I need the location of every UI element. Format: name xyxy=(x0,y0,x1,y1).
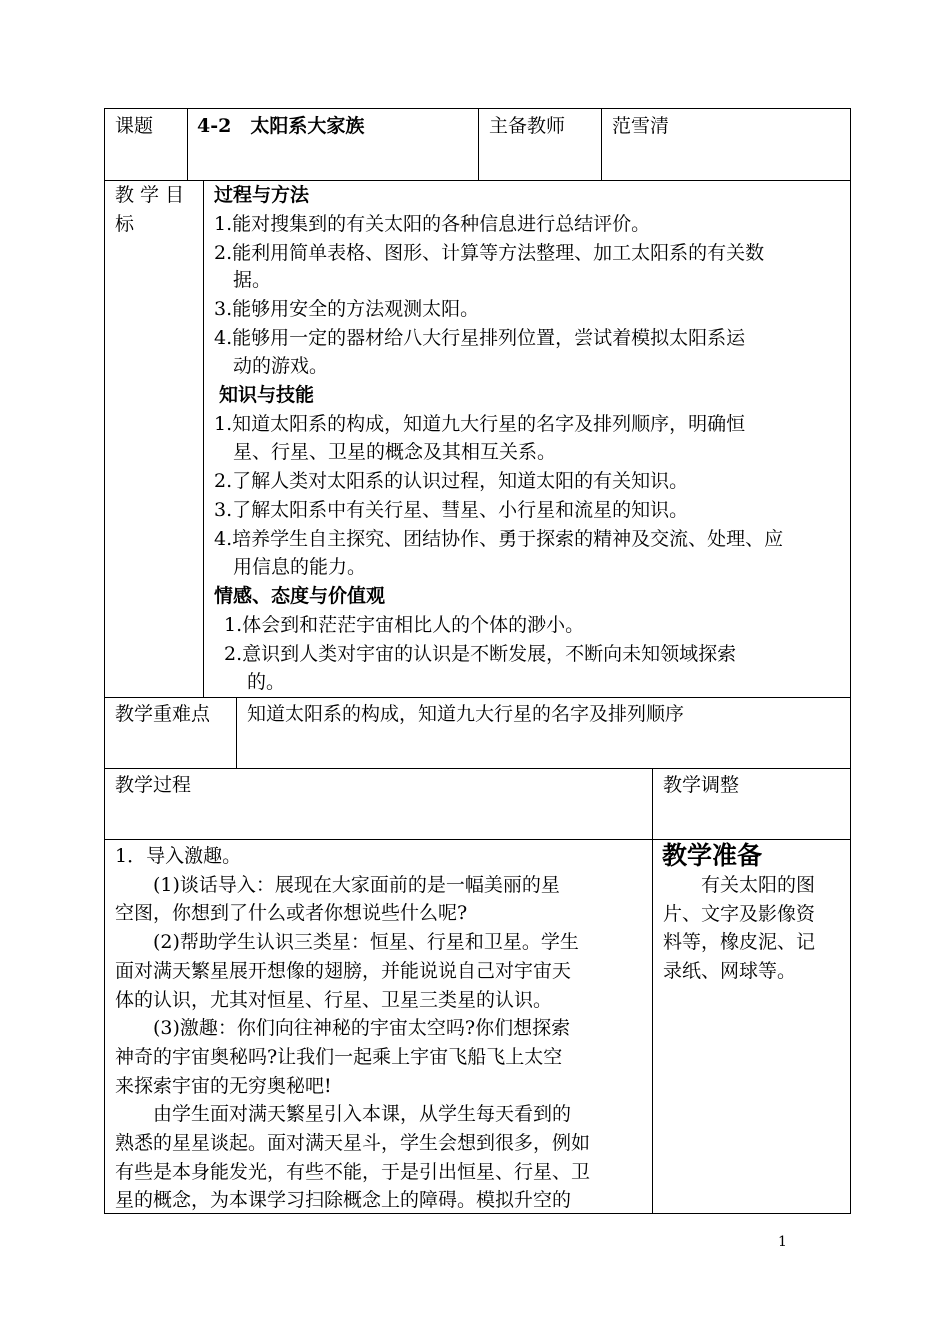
prep-line: 录纸、网球等。 xyxy=(663,960,797,982)
teacher-label: 主备教师 xyxy=(489,115,566,137)
column-divider xyxy=(652,768,653,840)
goal-item-continued: 的。 xyxy=(247,671,286,693)
subject-value: 4-2 太阳系大家族 xyxy=(197,115,365,137)
prep-title: 教学准备 xyxy=(662,841,763,870)
goal-item: 2.意识到人类对宇宙的认识是不断发展，不断向未知领域探索 xyxy=(224,643,737,665)
process-line: 面对满天繁星展开想像的翅膀，并能说说自己对宇宙天 xyxy=(115,960,572,982)
page-number: 1 xyxy=(778,1234,787,1250)
process-line: 熟悉的星星谈起。面对满天星斗，学生会想到很多，例如 xyxy=(115,1132,591,1154)
key-points-label: 教学重难点 xyxy=(115,703,211,725)
column-divider xyxy=(601,108,602,181)
goal-item: 2.能利用简单表格、图形、计算等方法整理、加工太阳系的有关数 xyxy=(214,242,765,264)
process-line: 星的概念，为本课学习扫除概念上的障碍。模拟升空的 xyxy=(115,1189,572,1211)
knowledge-skill-title: 知识与技能 xyxy=(219,384,315,406)
column-divider xyxy=(203,180,204,698)
goal-item: 4.培养学生自主探究、团结协作、勇于探索的精神及交流、处理、应 xyxy=(214,528,784,550)
teacher-value: 范雪清 xyxy=(612,115,670,137)
goals-label-line1: 教 学 目 xyxy=(115,184,185,206)
goal-item-continued: 用信息的能力。 xyxy=(233,556,367,578)
process-line: 空图，你想到了什么或者你想说些什么呢? xyxy=(115,902,468,924)
prep-line: 有关太阳的图 xyxy=(663,874,816,896)
goal-item-continued: 动的游戏。 xyxy=(233,355,329,377)
process-line: 有些是本身能发光，有些不能，于是引出恒星、行星、卫 xyxy=(115,1161,591,1183)
goal-item: 3.能够用安全的方法观测太阳。 xyxy=(214,298,480,320)
table-border-left xyxy=(104,108,105,1214)
process-line: 体的认识，尤其对恒星、行星、卫星三类星的认识。 xyxy=(115,989,553,1011)
prep-line: 片、文字及影像资 xyxy=(663,903,816,925)
goal-item: 1.体会到和茫茫宇宙相比人的个体的渺小。 xyxy=(224,614,585,636)
process-line: 由学生面对满天繁星引入本课，从学生每天看到的 xyxy=(115,1103,572,1125)
column-divider xyxy=(236,697,237,769)
process-line: (1)谈话导入：展现在大家面前的是一幅美丽的星 xyxy=(115,874,560,896)
goal-item-continued: 据。 xyxy=(233,269,272,291)
goal-item: 1.知道太阳系的构成，知道九大行星的名字及排列顺序，明确恒 xyxy=(214,413,746,435)
goal-item: 1.能对搜集到的有关太阳的各种信息进行总结评价。 xyxy=(214,213,651,235)
column-divider xyxy=(478,108,479,181)
key-points-value: 知道太阳系的构成，知道九大行星的名字及排列顺序 xyxy=(247,703,685,725)
process-line: 神奇的宇宙奥秘吗?让我们一起乘上宇宙飞船飞上太空 xyxy=(115,1046,563,1068)
process-method-title: 过程与方法 xyxy=(214,184,310,206)
prep-line: 料等，橡皮泥、记 xyxy=(663,931,816,953)
goal-item: 4.能够用一定的器材给八大行星排列位置，尝试着模拟太阳系运 xyxy=(214,327,746,349)
process-line: (2)帮助学生认识三类星：恒星、行星和卫星。学生 xyxy=(115,931,579,953)
table-row-divider xyxy=(104,697,851,698)
goals-label-line2: 标 xyxy=(115,213,135,235)
adjust-label: 教学调整 xyxy=(663,774,740,796)
subject-label: 课题 xyxy=(115,115,154,137)
table-border-right xyxy=(850,108,851,1214)
emotion-values-title: 情感、态度与价值观 xyxy=(214,585,386,607)
column-divider xyxy=(187,108,188,181)
goal-item: 3.了解太阳系中有关行星、彗星、小行星和流星的知识。 xyxy=(214,499,689,521)
goal-item-continued: 星、行星、卫星的概念及其相互关系。 xyxy=(233,441,557,463)
goal-item: 2.了解人类对太阳系的认识过程，知道太阳的有关知识。 xyxy=(214,470,689,492)
table-row-divider xyxy=(104,768,851,769)
process-line: 来探索宇宙的无穷奥秘吧! xyxy=(115,1075,332,1097)
process-line: 1．导入激趣。 xyxy=(115,845,242,867)
process-line: (3)激趣：你们向往神秘的宇宙太空吗?你们想探索 xyxy=(115,1017,571,1039)
process-label: 教学过程 xyxy=(115,774,192,796)
column-divider xyxy=(652,839,653,1214)
